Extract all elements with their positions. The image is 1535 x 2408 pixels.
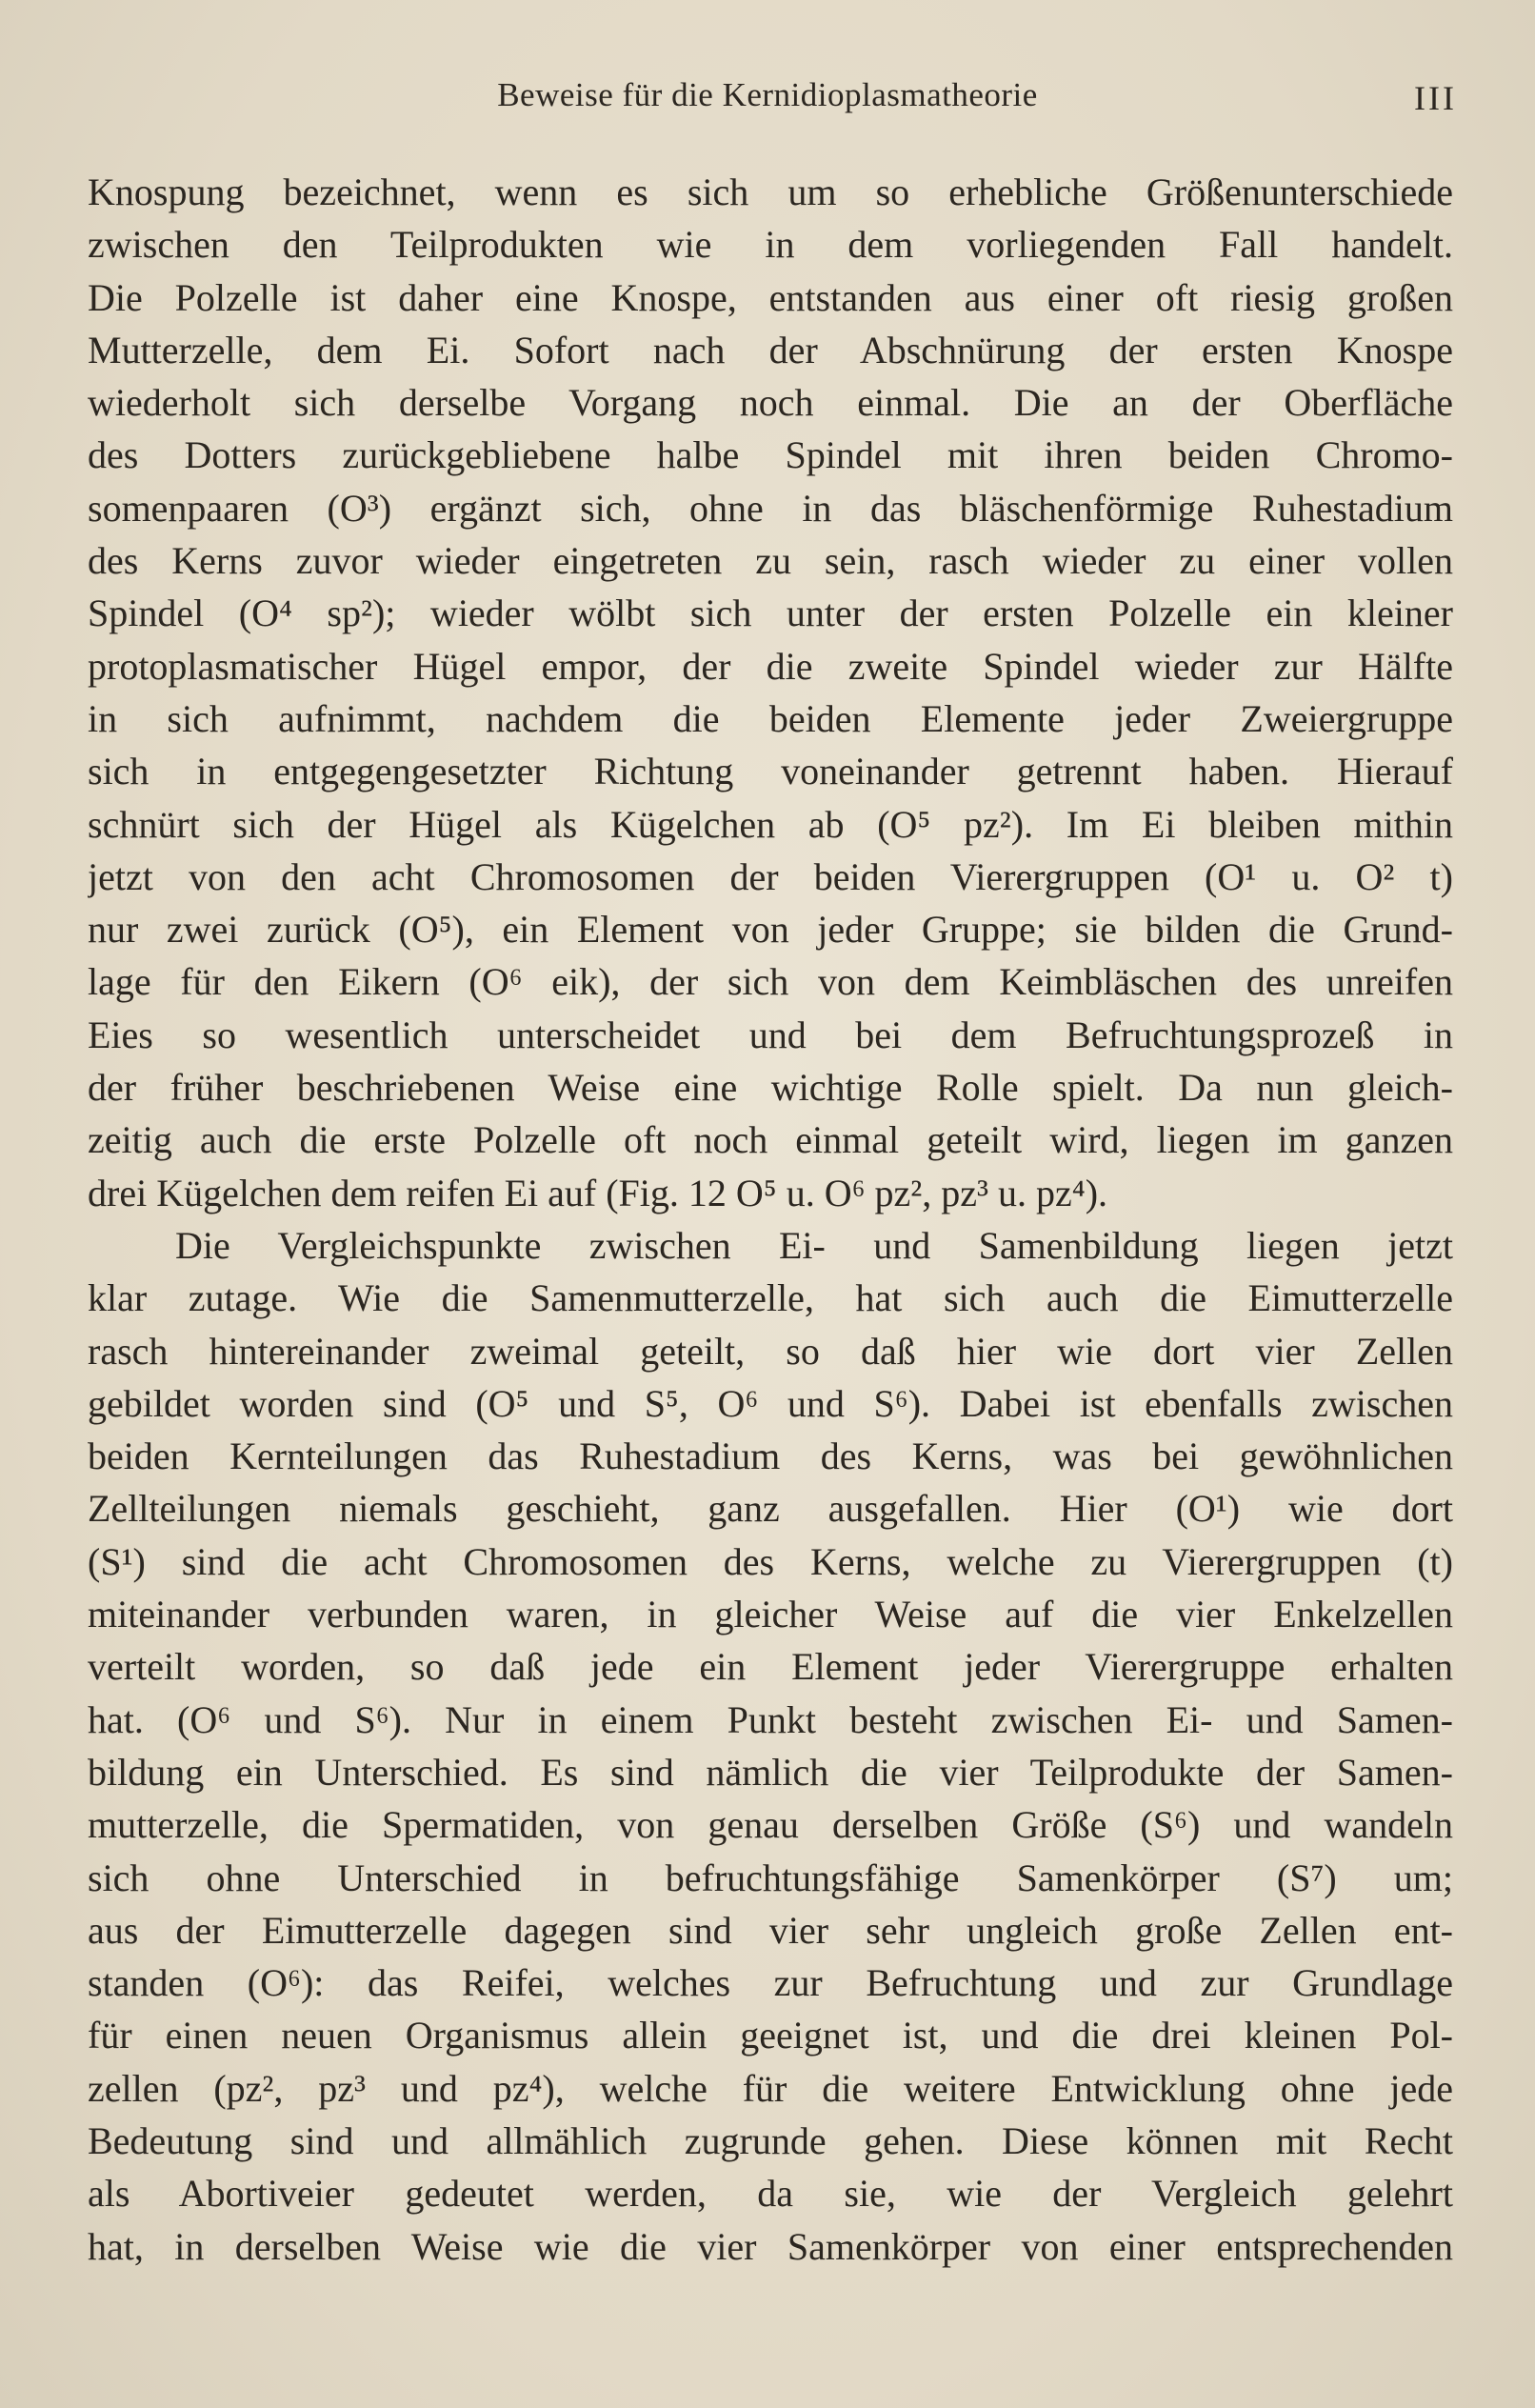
text-line: Knospung bezeichnet, wenn es sich um so erhebliche Größenunterschiede	[88, 171, 1453, 213]
text-line: des Dotters zurückgebliebene halbe Spindel mit ihren beiden Chromo-	[88, 433, 1453, 477]
text-line: der früher beschriebenen Weise eine wichtige Rolle spielt. Da nun gleich-	[88, 1066, 1453, 1110]
text-line: Bedeutung sind und allmählich zugrunde gehen. Diese können mit Recht	[88, 2118, 1453, 2162]
text-line: Eies so wesentlich unterscheidet und bei dem Befruchtungsprozeß in	[88, 1013, 1453, 1056]
text-line: wiederholt sich derselbe Vorgang noch einmal. Die an der Oberfläche	[88, 381, 1453, 425]
text-line: Die Vergleichspunkte zwischen Ei- und Samenbildung liegen jetzt	[175, 1223, 1453, 1267]
text-line: bildung ein Unterschied. Es sind nämlich die vier Teilprodukte der Samen-	[88, 1750, 1453, 1794]
text-line: Spindel (O⁴ sp²); wieder wölbt sich unter der ersten Polzelle ein kleiner	[88, 592, 1453, 635]
text-line: Mutterzelle, dem Ei. Sofort nach der Abschnürung der ersten Knospe	[88, 328, 1453, 371]
text-line: protoplasmatischer Hügel empor, der die zweite Spindel wieder zur Hälfte	[88, 644, 1453, 688]
text-line: somenpaaren (O³) ergänzt sich, ohne in das bläschenförmige Ruhestadium	[88, 486, 1453, 530]
text-line: Zellteilungen niemals geschieht, ganz ausgefallen. Hier (O¹) wie dort	[88, 1487, 1453, 1531]
page-number: III	[1414, 79, 1457, 117]
text-line: standen (O⁶): das Reifei, welches zur Befruchtung und zur Grundlage	[88, 1961, 1453, 2005]
text-line: beiden Kernteilungen das Ruhestadium des Kerns, was bei gewöhnlichen	[88, 1435, 1453, 1478]
text-line: sich ohne Unterschied in befruchtungsfähige Samenkörper (S⁷) um;	[88, 1856, 1453, 1899]
text-line: hat. (O⁶ und S⁶). Nur in einem Punkt besteht zwischen Ei- und Samen-	[88, 1697, 1453, 1741]
text-line: in sich aufnimmt, nachdem die beiden Elemente jeder Zweiergruppe	[88, 696, 1453, 740]
running-head-title: Beweise für die Kernidioplasmatheorie	[497, 76, 1038, 113]
text-line: jetzt von den acht Chromosomen der beiden Vierergruppen (O¹ u. O² t)	[88, 854, 1453, 898]
text-line: verteilt worden, so daß jede ein Element jeder Vierergruppe erhalten	[88, 1645, 1453, 1689]
text-line: zellen (pz², pz³ und pz⁴), welche für die weitere Entwicklung ohne jede	[88, 2066, 1453, 2110]
text-line: klar zutage. Wie die Samenmutterzelle, hat sich auch die Eimutterzelle	[88, 1276, 1453, 1320]
text-line: zwischen den Teilprodukten wie in dem vorliegenden Fall handelt.	[88, 223, 1453, 267]
text-line: (S¹) sind die acht Chromosomen des Kerns, welche zu Vierergruppen (t)	[88, 1539, 1453, 1583]
text-line: nur zwei zurück (O⁵), ein Element von jeder Gruppe; sie bilden die Grund-	[88, 908, 1453, 952]
text-line: mutterzelle, die Spermatiden, von genau derselben Größe (S⁶) und wandeln	[88, 1803, 1453, 1847]
text-line: aus der Eimutterzelle dagegen sind vier sehr ungleich große Zellen ent-	[88, 1908, 1453, 1952]
text-line: des Kerns zuvor wieder eingetreten zu sein, rasch wieder zu einer vollen	[88, 539, 1453, 583]
text-line: sich in entgegengesetzter Richtung voneinander getrennt haben. Hierauf	[88, 750, 1453, 793]
body-text	[88, 166, 1453, 2273]
text-line: miteinander verbunden waren, in gleicher Weise auf die vier Enkelzellen	[88, 1593, 1453, 1636]
text-line: drei Kügelchen dem reifen Ei auf (Fig. 12 O⁵ u. O⁶ pz², pz³ u. pz⁴).	[88, 1171, 1108, 1214]
text-line: Die Polzelle ist daher eine Knospe, entstanden aus einer oft riesig großen	[88, 275, 1453, 319]
text-line: zeitig auch die erste Polzelle oft noch einmal geteilt wird, liegen im ganzen	[88, 1118, 1453, 1162]
running-head	[0, 76, 1535, 124]
text-line: hat, in derselben Weise wie die vier Samenkörper von einer entsprechenden	[88, 2224, 1453, 2268]
text-line: als Abortiveier gedeutet werden, da sie, wie der Vergleich gelehrt	[88, 2172, 1453, 2216]
text-line: gebildet worden sind (O⁵ und S⁵, O⁶ und S⁶). Dabei ist ebenfalls zwischen	[88, 1381, 1453, 1425]
text-line: für einen neuen Organismus allein geeignet ist, und die drei kleinen Pol-	[88, 2014, 1453, 2057]
text-line: schnürt sich der Hügel als Kügelchen ab (O⁵ pz²). Im Ei bleiben mithin	[88, 802, 1453, 846]
text-line: lage für den Eikern (O⁶ eik), der sich von dem Keimbläschen des unreifen	[88, 960, 1453, 1004]
text-line: rasch hintereinander zweimal geteilt, so daß hier wie dort vier Zellen	[88, 1329, 1453, 1373]
